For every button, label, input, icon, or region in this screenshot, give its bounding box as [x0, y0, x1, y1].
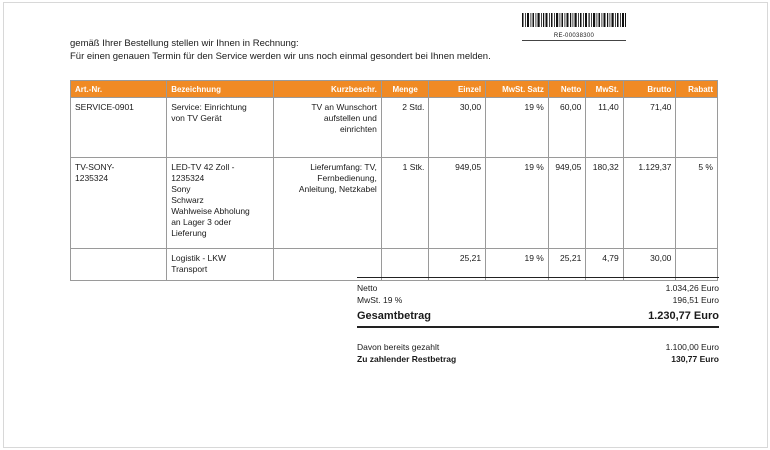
header-rabatt: Rabatt	[676, 81, 718, 98]
cell-line: Anleitung, Netzkabel	[298, 184, 377, 194]
cell-line: LED-TV 42 Zoll -	[171, 162, 235, 172]
cell-line: Wahlweise Abholung	[171, 206, 250, 216]
header-mwst-satz: MwSt. Satz	[486, 81, 549, 98]
cell-menge: 2 Std.	[381, 98, 429, 158]
cell-einzel: 949,05	[429, 158, 486, 249]
intro-line-1: gemäß Ihrer Bestellung stellen wir Ihnen in Rechnung:	[70, 38, 299, 49]
cell-line: Service: Einrichtung	[171, 102, 247, 112]
header-kurzbeschr: Kurzbeschr.	[273, 81, 381, 98]
cell-line: Transport	[171, 264, 208, 274]
cell-line: Sony	[171, 184, 191, 194]
netto-row	[357, 282, 719, 294]
cell-einzel: 30,00	[429, 98, 486, 158]
cell-line: 1235324	[75, 173, 109, 183]
header-netto: Netto	[548, 81, 585, 98]
cell-line: Lieferung	[171, 228, 207, 238]
cell-netto: 25,21	[548, 249, 585, 281]
netto-value: 1.034,26 Euro	[665, 283, 719, 293]
cell-brutto: 71,40	[623, 98, 676, 158]
cell-artnr	[71, 158, 167, 249]
mwst-value: 196,51 Euro	[672, 295, 719, 305]
cell-rabatt	[676, 98, 718, 158]
gezahlt-row	[357, 341, 719, 353]
cell-kurzbeschr	[273, 158, 381, 249]
invoice-items-table	[70, 80, 718, 281]
header-einzel: Einzel	[429, 81, 486, 98]
cell-mwst: 4,79	[586, 249, 623, 281]
table-row	[71, 249, 718, 281]
cell-kurzbeschr	[273, 98, 381, 158]
intro-text	[70, 37, 491, 63]
header-menge: Menge	[381, 81, 429, 98]
cell-mwst: 11,40	[586, 98, 623, 158]
barcode-underline	[522, 40, 626, 41]
cell-line: SERVICE-0901	[75, 102, 134, 112]
cell-line: Fernbedienung,	[317, 173, 377, 183]
cell-bezeichnung	[167, 98, 273, 158]
cell-line: einrichten	[339, 124, 377, 134]
cell-line: TV an Wunschort	[311, 102, 377, 112]
cell-mwst: 180,32	[586, 158, 623, 249]
cell-mwst-satz: 19 %	[486, 158, 549, 249]
restbetrag-value: 130,77 Euro	[671, 354, 719, 364]
table-row	[71, 158, 718, 249]
header-mwst: MwSt.	[586, 81, 623, 98]
cell-bezeichnung	[167, 249, 273, 281]
cell-artnr	[71, 98, 167, 158]
cell-line: 1235324	[171, 173, 205, 183]
restbetrag-row	[357, 353, 719, 365]
header-artnr: Art.-Nr.	[71, 81, 167, 98]
cell-line: Logistik - LKW	[171, 253, 226, 263]
netto-label: Netto	[357, 283, 378, 293]
cell-netto: 949,05	[548, 158, 585, 249]
header-bezeichnung: Bezeichnung	[167, 81, 273, 98]
cell-line: aufstellen und	[323, 113, 377, 123]
cell-bezeichnung	[167, 158, 273, 249]
cell-line: TV-SONY-	[75, 162, 115, 172]
barcode-number: RE-00038300	[553, 33, 595, 39]
gesamt-value: 1.230,77 Euro	[648, 310, 719, 322]
cell-menge: 1 Stk.	[381, 158, 429, 249]
cell-netto: 60,00	[548, 98, 585, 158]
gezahlt-value: 1.100,00 Euro	[665, 342, 719, 352]
cell-line: an Lager 3 oder	[171, 217, 232, 227]
table-row	[71, 98, 718, 158]
barcode-block	[522, 13, 626, 41]
cell-line: von TV Gerät	[171, 113, 222, 123]
cell-rabatt: 5 %	[676, 158, 718, 249]
mwst-label: MwSt. 19 %	[357, 295, 403, 305]
cell-brutto: 1.129,37	[623, 158, 676, 249]
barcode-image	[522, 13, 626, 27]
table-header-row	[71, 81, 718, 98]
totals-top-rule	[357, 277, 719, 278]
cell-rabatt	[676, 249, 718, 281]
cell-line: Schwarz	[171, 195, 204, 205]
gesamt-label: Gesamtbetrag	[357, 310, 431, 322]
cell-einzel: 25,21	[429, 249, 486, 281]
intro-line-2: Für einen genauen Termin für den Service werden wir uns noch einmal gesondert bei Ihnen melden.	[70, 51, 491, 62]
cell-line: Lieferumfang: TV,	[310, 162, 377, 172]
totals-block	[357, 277, 719, 365]
gesamt-row	[357, 309, 719, 328]
cell-artnr	[71, 249, 167, 281]
cell-menge	[381, 249, 429, 281]
cell-kurzbeschr	[273, 249, 381, 281]
cell-brutto: 30,00	[623, 249, 676, 281]
gezahlt-label: Davon bereits gezahlt	[357, 342, 440, 352]
cell-mwst-satz: 19 %	[486, 249, 549, 281]
header-brutto: Brutto	[623, 81, 676, 98]
mwst-row	[357, 294, 719, 306]
cell-mwst-satz: 19 %	[486, 98, 549, 158]
restbetrag-label: Zu zahlender Restbetrag	[357, 354, 457, 364]
